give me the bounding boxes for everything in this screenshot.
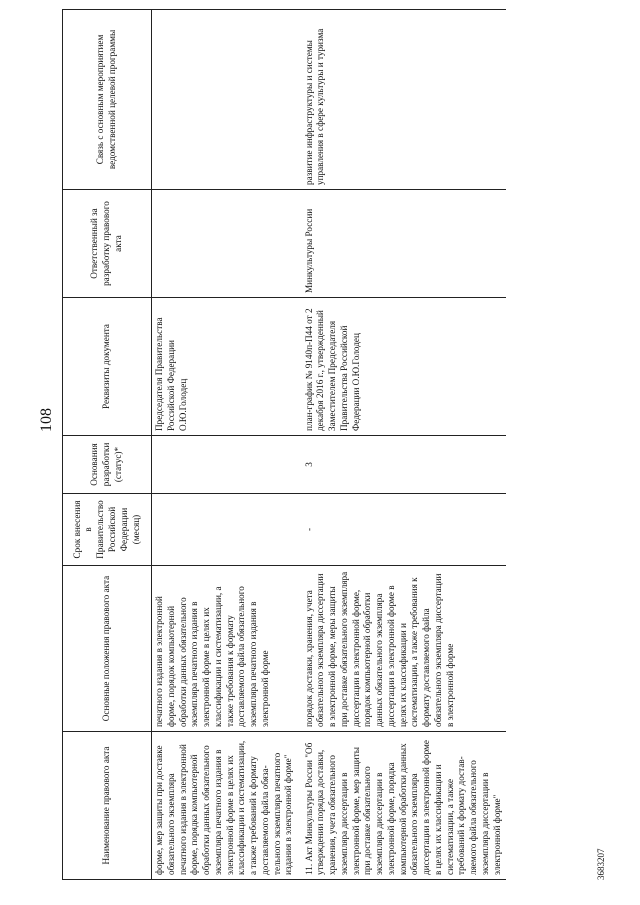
- row-name-cell: форме, мер защиты при доставке обязательного экземпляра печатного издания в электронной форме, порядка компьютерной обработки данных обязательного экземпляра печатного издания в электронной форме в целях их классификации и систематизации, а также требований к формату доставляемого файла обяза-тельного экземпляра печатного издания в электронной форме": [152, 732, 302, 880]
- row-term-cell: -: [302, 494, 506, 566]
- row-basis-cell: [152, 436, 302, 494]
- col-header-link: Связь с основным мероприятием ведомственной целевой программы: [63, 10, 152, 190]
- row-requisites-cell: план-график № 9140п-П44 от 2 декабря 2016 г., утвержденный Заместителем Председателя Правительства Российской Федерации О.Ю.Голодец: [302, 298, 506, 436]
- row-name-cell: [302, 732, 506, 880]
- row-link-cell: [152, 10, 302, 190]
- legal-acts-table: [62, 9, 506, 880]
- col-header-provisions: Основные положения правового акта: [63, 566, 152, 732]
- col-header-basis: Основания разработки (статус)*: [63, 436, 152, 494]
- row-name-text: Акт Минкультуры России "Об утверждении порядка доставки, хранения, учета обязательного экземпляра диссертации в электронной форме, мер защиты при доставке обязательного экземпляра диссертации в электронной форме, порядка компьютерной обработки данных обязательного экземпляра диссертации в электронной форме в целях их классификации и систематизации, а также требований к формату достав-ляемого файла обязательного экземпляра диссертации в электронной форме": [303, 740, 502, 875]
- row-link-cell: развитие инфраструктуры и системы управления в сфере культуры и туризма: [302, 10, 506, 190]
- row-number: 11.: [303, 863, 314, 875]
- row-responsible-cell: [152, 190, 302, 298]
- header-row: [63, 10, 152, 880]
- row-provisions-cell: порядок доставки, хранения, учета обязательного экземпляра диссертации в электронной форме, меры защиты при доставке обязательного экземпляра диссертации в электронной форме, порядок компьютерной обработки данных обязательного экземпляра диссертации в электронной форме в целях их классификации и систематизации, а также требования к формату доставляемого файла обязательного экземпляра диссертации в электронной форме: [302, 566, 506, 732]
- col-header-requisites: Реквизиты документа: [63, 298, 152, 436]
- page-number: 108: [38, 408, 55, 432]
- table-row: [302, 10, 506, 880]
- row-requisites-cell: Председателя Правительства Российской Федерации О.Ю.Голодец: [152, 298, 302, 436]
- row-basis-cell: 3: [302, 436, 506, 494]
- rotated-table-area: [62, 10, 592, 880]
- col-header-term: Срок внесения в Правительство Российской Федерации (месяц): [63, 494, 152, 566]
- document-code: 3683207: [596, 848, 606, 880]
- row-term-cell: [152, 494, 302, 566]
- row-responsible-cell: Минкультуры России: [302, 190, 506, 298]
- table-row: [152, 10, 302, 880]
- row-provisions-cell: печатного издания в электронной форме, порядок компьютерной обработки данных обязательного экземпляра печатного издания в электронной форме в целях их классификации и систематизации, а также требования к формату доставляемого файла обязательного экземпляра печатного издания в электронной форме: [152, 566, 302, 732]
- col-header-responsible: Ответственный за разработку правового акта: [63, 190, 152, 298]
- col-header-name: Наименование правового акта: [63, 732, 152, 880]
